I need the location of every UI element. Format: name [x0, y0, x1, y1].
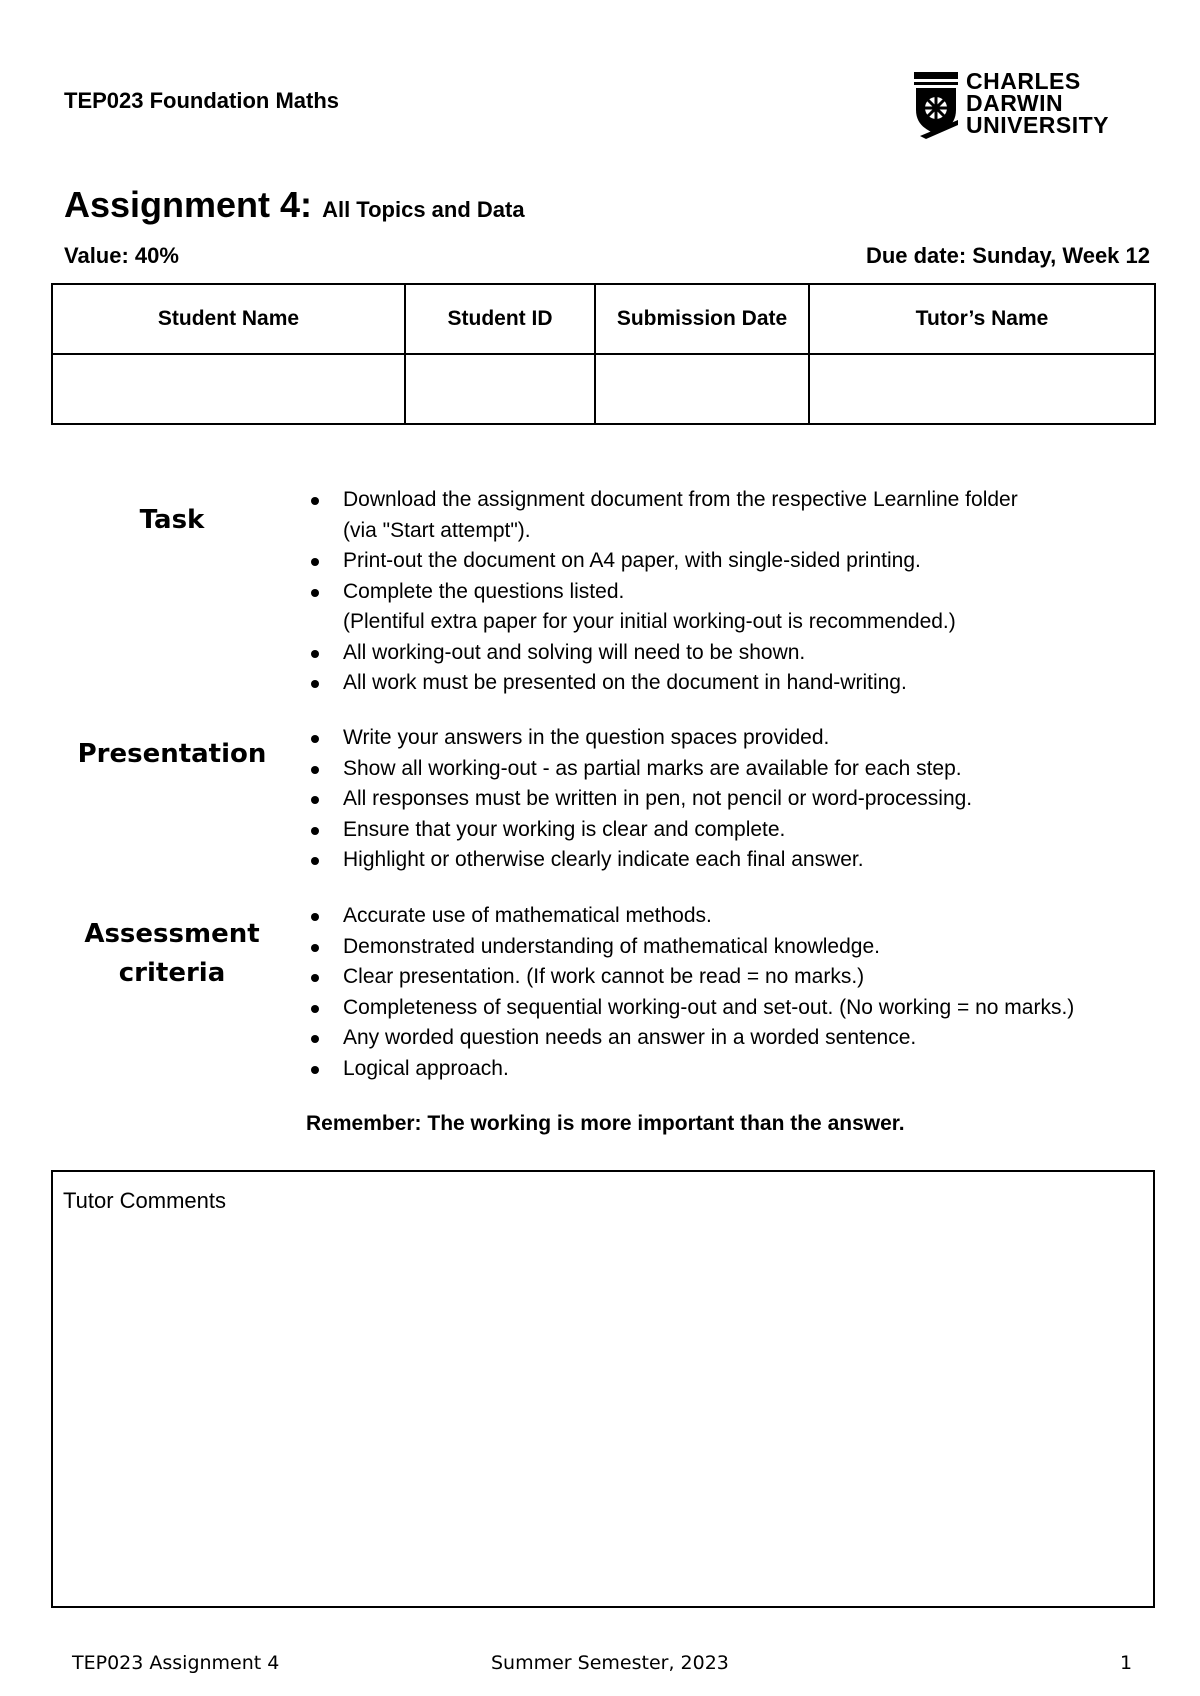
header-tutor-name: Tutor’s Name [809, 284, 1155, 354]
submission-date-cell[interactable] [595, 354, 809, 424]
course-title: TEP023 Foundation Maths [64, 88, 340, 113]
list-item: All work must be presented on the document in hand-writing. [343, 668, 1193, 699]
table-value-row [52, 354, 1155, 424]
list-item: Download the assignment document from the respective Learnline folder (via "Start attempt"). [343, 485, 1193, 546]
logo-line-3: UNIVERSITY [966, 112, 1110, 138]
student-name-cell[interactable] [52, 354, 405, 424]
list-item: Highlight or otherwise clearly indicate each final answer. [343, 845, 1193, 876]
assessment-label-line-1: Assessment [84, 919, 260, 949]
remember-note: Remember: The working is more important than the answer. [306, 1112, 905, 1135]
logo-line-2: DARWIN [966, 90, 1064, 116]
student-info-table [51, 283, 1156, 425]
assessment-label-line-2: criteria [118, 958, 226, 988]
list-item: Accurate use of mathematical methods. [343, 901, 1193, 932]
list-item: Completeness of sequential working-out and set-out. (No working = no marks.) [343, 993, 1193, 1024]
list-item: Write your answers in the question spaces provided. [343, 723, 1193, 754]
list-item: Show all working-out - as partial marks are available for each step. [343, 754, 1193, 785]
header-student-name: Student Name [52, 284, 405, 354]
list-item: Demonstrated understanding of mathematical knowledge. [343, 932, 1193, 963]
university-crest-icon [912, 70, 962, 140]
assignment-value: Value: 40% [64, 243, 179, 268]
header-student-id: Student ID [405, 284, 595, 354]
assignment-heading [64, 184, 525, 226]
tutor-name-cell[interactable] [809, 354, 1155, 424]
assignment-title: Assignment 4: [64, 184, 313, 225]
list-item: All working-out and solving will need to be shown. [343, 638, 1193, 669]
tutor-comments-box[interactable] [51, 1170, 1155, 1608]
university-logo [912, 70, 1148, 140]
presentation-list [306, 723, 1193, 876]
list-item: Complete the questions listed. (Plentiful extra paper for your initial working-out is recommended.) [343, 577, 1193, 638]
footer-left: TEP023 Assignment 4 [72, 1652, 280, 1674]
student-id-cell[interactable] [405, 354, 595, 424]
university-logo-text [966, 70, 1109, 136]
presentation-label: Presentation [77, 739, 267, 769]
list-item: All responses must be written in pen, not pencil or word-processing. [343, 784, 1193, 815]
task-label: Task [139, 505, 205, 535]
task-list [306, 485, 1193, 699]
logo-line-1: CHARLES [966, 68, 1081, 94]
table-header-row [52, 284, 1155, 354]
list-item: Print-out the document on A4 paper, with single-sided printing. [343, 546, 1193, 577]
due-date: Due date: Sunday, Week 12 [865, 243, 1150, 268]
tutor-comments-label: Tutor Comments [63, 1188, 227, 1213]
assignment-subtitle: All Topics and Data [322, 197, 525, 222]
list-item: Ensure that your working is clear and complete. [343, 815, 1193, 846]
list-item: Logical approach. [343, 1054, 1193, 1085]
assessment-list [306, 901, 1193, 1084]
list-item: Any worded question needs an answer in a worded sentence. [343, 1023, 1193, 1054]
list-item: Clear presentation. (If work cannot be read = no marks.) [343, 962, 1193, 993]
page-number: 1 [1120, 1652, 1133, 1674]
header-submission-date: Submission Date [595, 284, 809, 354]
assessment-label [52, 915, 292, 993]
footer-center: Summer Semester, 2023 [491, 1652, 729, 1674]
